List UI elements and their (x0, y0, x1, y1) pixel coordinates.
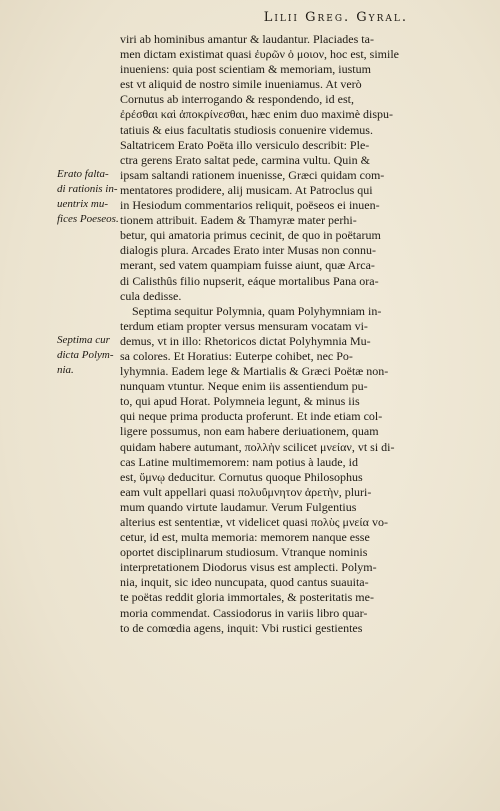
margin-note-line: uentrix mu- (57, 198, 109, 210)
text-line: Cornutus ab interrogando & respondendo, id est, (120, 92, 354, 107)
margin-note-line: di rationis in- (57, 183, 118, 195)
text-line: cas Latine multimemorem: nam potius à laude, id (120, 454, 358, 469)
text-line: est, ὕμνῳ deducitur. Cornutus quoque Philosophus (120, 469, 363, 484)
text-line: nia, inquit, sic ideo nuncupata, quod cantus suauita- (120, 575, 369, 590)
margin-note-line: nia. (57, 364, 74, 376)
text-line: terdum etiam propter versus mensuram vocatam vi- (120, 318, 368, 333)
text-line: tionem attribuit. Eadem & Thamyræ mater perhi- (120, 213, 357, 228)
text-line: demus, vt in illo: Rhetoricos dictat Polyhymnia Mu- (120, 333, 371, 348)
text-line: cetur, id est, multa memoria: memorem nanque esse (120, 530, 370, 545)
running-head: Lilii Greg. Gyral. (263, 10, 408, 25)
margin-note-line: Septima cur (57, 334, 110, 346)
text-line: mentatores prodidere, alij musicam. At Patroclus qui (120, 182, 373, 197)
text-line: ligere possumus, non eam habere deriuationem, quam (120, 424, 379, 439)
text-line: quidam habere autumant, πολλὴν scilicet μνείαν, vt si di- (120, 439, 395, 454)
margin-note-line: dicta Polym- (57, 349, 114, 361)
text-line: mum quando virtute laudamur. Verum Fulgentius (120, 499, 357, 514)
text-line: alterius est sententiæ, vt videlicet quasi πολὺς μνεία vo- (120, 515, 388, 529)
text-line: Septima sequitur Polymnia, quam Polyhymniam in- (132, 303, 382, 318)
text-line: cula dedisse. (120, 288, 182, 303)
text-line: in Hesiodum commentarios reliquit, poëseos ei inuen- (120, 198, 380, 213)
text-line: dialogis plura. Arcades Erato inter Musas non connu- (120, 243, 376, 258)
text-line: merant, sed vatem quampiam fuisse aiunt, quæ Arca- (120, 258, 375, 273)
text-line: interpretationem Diodorus visus est amplecti. Polym- (120, 560, 377, 575)
text-line: ipsam saltandi rationem inuenisse, Græci quidam com- (120, 167, 385, 182)
text-line: ctra gerens Erato saltat pede, carmina vultu. Quin & (120, 152, 370, 167)
margin-note-line: Erato falta- (57, 168, 109, 180)
text-line: sa colores. Et Horatius: Euterpe cohibet, nec Po- (120, 348, 353, 363)
margin-note-polymnia (57, 333, 119, 378)
margin-note-line: fices Poeseos. (57, 213, 119, 225)
text-line: inueniens: quia post scientiam & memoriam, iustum (120, 62, 371, 77)
text-line: viri ab hominibus amantur & laudantur. Placiades ta- (120, 32, 374, 46)
text-line: moria commendat. Cassiodorus in variis libro quar- (120, 605, 368, 620)
text-line: nunquam vtuntur. Neque enim iis assentiendum pu- (120, 379, 368, 394)
text-line: oportet disciplinarum studiosum. Vtranque nominis (120, 545, 368, 560)
text-line: te poëtas reddit gloria immortales, & posteritatis me- (120, 590, 374, 605)
text-line: tatiuis & eius facultatis studiosis conuenire videmus. (120, 122, 373, 137)
text-line: betur, qui amatoria primus cecinit, de quo in poëtarum (120, 228, 381, 243)
text-line: Saltatricem Erato Poëta illo versiculo describit: Ple- (120, 137, 370, 152)
text-line: est vt aliquid de nostro simile inueniamus. At verò (120, 77, 362, 92)
text-line: men dictam existimat quasi ἐυρῶν ὁ μοιον, hoc est, simile (120, 47, 400, 62)
text-line: eam vult appellari quasi πολυΰμνητον ἀρετὴν, pluri- (120, 484, 372, 499)
main-text-column (120, 32, 466, 636)
text-line: lyhymnia. Eadem lege & Martialis & Græci Poëtæ non- (120, 364, 389, 379)
text-line: ἐρέσθαι καὶ ἀποκρίνεσθαι, hæc enim duo maximè dispu- (120, 107, 394, 122)
margin-note-erato (57, 167, 119, 227)
text-line: to, qui apud Horat. Polymneia legunt, & minus iis (120, 394, 360, 409)
text-line: to de comœdia agens, inquit: Vbi rustici gestientes (120, 620, 363, 635)
text-line: qui neque prima producta proferunt. Et inde etiam col- (120, 409, 383, 424)
text-line: di Calisthûs filio nupserit, eáque mortalibus Pana ora- (120, 273, 379, 288)
